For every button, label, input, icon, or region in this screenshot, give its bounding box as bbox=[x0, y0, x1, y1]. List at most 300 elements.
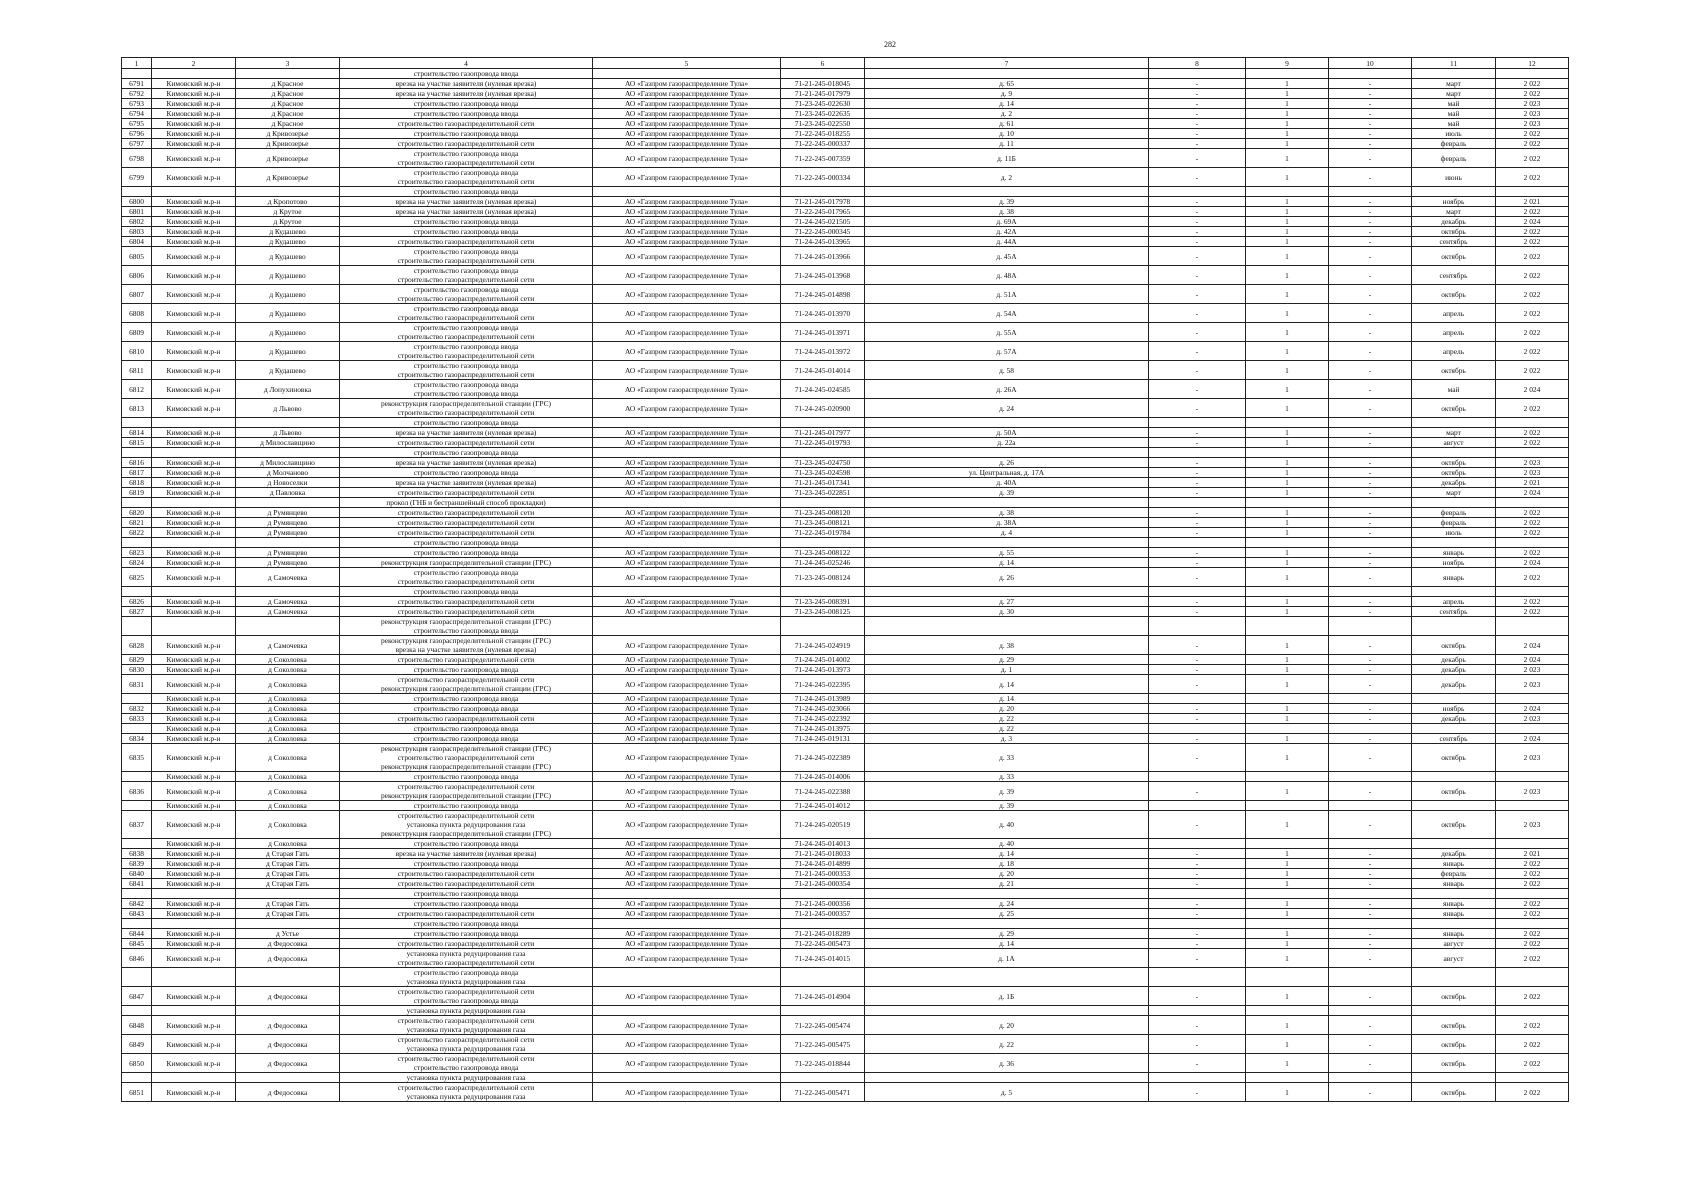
col10-cell bbox=[1329, 418, 1412, 428]
settlement-cell: д Соколовка bbox=[236, 801, 340, 811]
settlement-cell: д Румянцево bbox=[236, 548, 340, 558]
district-cell: Кимовский м.р-н bbox=[152, 939, 236, 949]
request-code-cell: 71-21-245-018045 bbox=[781, 79, 865, 89]
settlement-cell: д Соколовка bbox=[236, 839, 340, 849]
col8-cell: - bbox=[1149, 782, 1246, 801]
request-code-cell: 71-24-245-023066 bbox=[781, 704, 865, 714]
col9-cell: 1 bbox=[1246, 1016, 1329, 1035]
work-type-line: строительство газораспределительной сети bbox=[397, 607, 535, 616]
col8-cell: - bbox=[1149, 879, 1246, 889]
request-code-cell: 71-21-245-018033 bbox=[781, 849, 865, 859]
month-cell: июль bbox=[1412, 528, 1496, 538]
col10-cell: - bbox=[1329, 548, 1412, 558]
district-cell: Кимовский м.р-н bbox=[152, 207, 236, 217]
row-number: 6850 bbox=[122, 1054, 152, 1073]
row-number bbox=[122, 724, 152, 734]
month-cell: июль bbox=[1412, 129, 1496, 139]
table-row bbox=[122, 399, 1569, 418]
work-type-line: строительство газораспределительной сети bbox=[397, 370, 535, 379]
col10-cell: - bbox=[1329, 79, 1412, 89]
col10-cell bbox=[1329, 69, 1412, 79]
row-number bbox=[122, 187, 152, 197]
col9-cell: 1 bbox=[1246, 217, 1329, 227]
address-cell: д. 4 bbox=[865, 528, 1149, 538]
work-type-line: строительство газораспределительной сети bbox=[397, 655, 535, 664]
work-type-cell bbox=[340, 714, 593, 724]
request-code-cell: 71-24-245-022389 bbox=[781, 744, 865, 772]
request-code-cell: 71-23-245-008120 bbox=[781, 508, 865, 518]
row-number: 6817 bbox=[122, 468, 152, 478]
request-code-cell: 71-22-245-005473 bbox=[781, 939, 865, 949]
table-row bbox=[122, 488, 1569, 498]
work-type-line: строительство газопровода ввода bbox=[413, 548, 519, 557]
row-number bbox=[122, 617, 152, 636]
work-type-line: строительство газораспределительной сети bbox=[397, 508, 535, 517]
col9-cell: 1 bbox=[1246, 859, 1329, 869]
col8-cell: - bbox=[1149, 508, 1246, 518]
settlement-cell: д Федосовка bbox=[236, 987, 340, 1006]
work-type-cell bbox=[340, 675, 593, 694]
year-cell: 2 022 bbox=[1496, 879, 1569, 889]
address-cell: д. 48А bbox=[865, 266, 1149, 285]
district-cell bbox=[152, 1006, 236, 1016]
request-code-cell: 71-22-245-018255 bbox=[781, 129, 865, 139]
table-row bbox=[122, 849, 1569, 859]
work-type-line: реконструкция газораспределительной станции (ГРС) bbox=[380, 744, 552, 753]
year-cell: 2 024 bbox=[1496, 488, 1569, 498]
col9-cell: 1 bbox=[1246, 518, 1329, 528]
work-type-cell bbox=[340, 227, 593, 237]
work-type-line: строительство газопровода ввода bbox=[413, 342, 519, 351]
work-type-line: строительство газопровода ввода bbox=[413, 801, 519, 810]
organization-cell: АО «Газпром газораспределение Тула» bbox=[593, 227, 781, 237]
settlement-cell: д Милославщино bbox=[236, 458, 340, 468]
settlement-cell: д Кудашево bbox=[236, 304, 340, 323]
settlement-cell bbox=[236, 69, 340, 79]
col9-cell: 1 bbox=[1246, 528, 1329, 538]
address-cell: д. 22 bbox=[865, 714, 1149, 724]
address-cell bbox=[865, 187, 1149, 197]
col10-cell: - bbox=[1329, 558, 1412, 568]
row-number: 6842 bbox=[122, 899, 152, 909]
table-row bbox=[122, 597, 1569, 607]
work-type-cell bbox=[340, 1016, 593, 1035]
year-cell bbox=[1496, 498, 1569, 508]
work-type-line: установка пункта редуцирования газа bbox=[406, 1006, 526, 1015]
address-cell: д. 44А bbox=[865, 237, 1149, 247]
request-code-cell: 71-24-245-013973 bbox=[781, 665, 865, 675]
month-cell: сентябрь bbox=[1412, 607, 1496, 617]
year-cell: 2 024 bbox=[1496, 558, 1569, 568]
address-cell bbox=[865, 538, 1149, 548]
request-code-cell: 71-24-245-013972 bbox=[781, 342, 865, 361]
district-cell: Кимовский м.р-н bbox=[152, 361, 236, 380]
row-number: 6839 bbox=[122, 859, 152, 869]
col9-cell: 1 bbox=[1246, 929, 1329, 939]
row-number: 6805 bbox=[122, 247, 152, 266]
district-cell: Кимовский м.р-н bbox=[152, 129, 236, 139]
address-cell bbox=[865, 587, 1149, 597]
year-cell: 2 022 bbox=[1496, 869, 1569, 879]
organization-cell: АО «Газпром газораспределение Тула» bbox=[593, 1083, 781, 1102]
work-type-line: врезка на участке заявителя (нулевая врезка) bbox=[395, 207, 537, 216]
row-number bbox=[122, 498, 152, 508]
request-code-cell: 71-21-245-000353 bbox=[781, 869, 865, 879]
row-number: 6819 bbox=[122, 488, 152, 498]
col8-cell bbox=[1149, 69, 1246, 79]
col10-cell bbox=[1329, 919, 1412, 929]
address-cell bbox=[865, 448, 1149, 458]
column-header: 8 bbox=[1149, 58, 1246, 69]
settlement-cell: д Кудашево bbox=[236, 323, 340, 342]
request-code-cell: 71-24-245-013968 bbox=[781, 266, 865, 285]
request-code-cell: 71-24-245-014002 bbox=[781, 655, 865, 665]
year-cell: 2 022 bbox=[1496, 247, 1569, 266]
col8-cell: - bbox=[1149, 304, 1246, 323]
month-cell: январь bbox=[1412, 859, 1496, 869]
organization-cell: АО «Газпром газораспределение Тула» bbox=[593, 655, 781, 665]
settlement-cell bbox=[236, 448, 340, 458]
row-number: 6796 bbox=[122, 129, 152, 139]
settlement-cell: д Павловка bbox=[236, 488, 340, 498]
work-type-line: строительство газопровода ввода bbox=[413, 247, 519, 256]
work-type-line: строительство газораспределительной сети bbox=[397, 351, 535, 360]
col10-cell bbox=[1329, 724, 1412, 734]
district-cell: Кимовский м.р-н bbox=[152, 380, 236, 399]
register-table bbox=[121, 57, 1569, 1102]
settlement-cell bbox=[236, 968, 340, 987]
work-type-cell bbox=[340, 889, 593, 899]
month-cell: март bbox=[1412, 89, 1496, 99]
work-type-cell bbox=[340, 949, 593, 968]
table-row bbox=[122, 197, 1569, 207]
work-type-line: строительство газопровода ввода bbox=[413, 389, 519, 398]
year-cell: 2 022 bbox=[1496, 1035, 1569, 1054]
col10-cell bbox=[1329, 617, 1412, 636]
settlement-cell: д Соколовка bbox=[236, 704, 340, 714]
month-cell: октябрь bbox=[1412, 1083, 1496, 1102]
organization-cell bbox=[593, 968, 781, 987]
col9-cell: 1 bbox=[1246, 119, 1329, 129]
row-number: 6829 bbox=[122, 655, 152, 665]
district-cell: Кимовский м.р-н bbox=[152, 694, 236, 704]
work-type-cell bbox=[340, 734, 593, 744]
settlement-cell: д Кривозерье bbox=[236, 139, 340, 149]
table-row bbox=[122, 1006, 1569, 1016]
work-type-line: строительство газопровода ввода bbox=[413, 227, 519, 236]
col10-cell: - bbox=[1329, 247, 1412, 266]
request-code-cell: 71-22-245-007359 bbox=[781, 149, 865, 168]
settlement-cell: д Старая Гать bbox=[236, 849, 340, 859]
request-code-cell: 71-24-245-020900 bbox=[781, 399, 865, 418]
work-type-line: строительство газопровода ввода bbox=[413, 996, 519, 1005]
work-type-line: строительство газопровода ввода bbox=[413, 665, 519, 674]
district-cell: Кимовский м.р-н bbox=[152, 508, 236, 518]
row-number: 6800 bbox=[122, 197, 152, 207]
address-cell: д. 51А bbox=[865, 285, 1149, 304]
settlement-cell: д Федосовка bbox=[236, 1083, 340, 1102]
settlement-cell: д Федосовка bbox=[236, 1035, 340, 1054]
organization-cell bbox=[593, 538, 781, 548]
col10-cell: - bbox=[1329, 99, 1412, 109]
table-row bbox=[122, 675, 1569, 694]
col9-cell bbox=[1246, 919, 1329, 929]
year-cell bbox=[1496, 919, 1569, 929]
col9-cell: 1 bbox=[1246, 508, 1329, 518]
month-cell: январь bbox=[1412, 879, 1496, 889]
month-cell: сентябрь bbox=[1412, 266, 1496, 285]
district-cell bbox=[152, 617, 236, 636]
row-number: 6803 bbox=[122, 227, 152, 237]
col8-cell: - bbox=[1149, 89, 1246, 99]
month-cell bbox=[1412, 772, 1496, 782]
col9-cell bbox=[1246, 498, 1329, 508]
work-type-line: строительство газораспределительной сети bbox=[397, 256, 535, 265]
col9-cell: 1 bbox=[1246, 655, 1329, 665]
col10-cell: - bbox=[1329, 859, 1412, 869]
col10-cell: - bbox=[1329, 438, 1412, 448]
table-row bbox=[122, 285, 1569, 304]
col9-cell: 1 bbox=[1246, 129, 1329, 139]
col8-cell: - bbox=[1149, 859, 1246, 869]
request-code-cell: 71-23-245-022630 bbox=[781, 99, 865, 109]
col10-cell: - bbox=[1329, 197, 1412, 207]
district-cell: Кимовский м.р-н bbox=[152, 811, 236, 839]
work-type-line: строительство газопровода ввода bbox=[413, 587, 519, 596]
work-type-line: строительство газопровода ввода bbox=[413, 380, 519, 389]
col9-cell: 1 bbox=[1246, 197, 1329, 207]
table-row bbox=[122, 587, 1569, 597]
district-cell: Кимовский м.р-н bbox=[152, 285, 236, 304]
district-cell: Кимовский м.р-н bbox=[152, 197, 236, 207]
request-code-cell: 71-23-245-008121 bbox=[781, 518, 865, 528]
month-cell: октябрь bbox=[1412, 782, 1496, 801]
row-number: 6813 bbox=[122, 399, 152, 418]
table-row bbox=[122, 139, 1569, 149]
col10-cell: - bbox=[1329, 227, 1412, 237]
col9-cell: 1 bbox=[1246, 399, 1329, 418]
request-code-cell: 71-22-245-017965 bbox=[781, 207, 865, 217]
district-cell: Кимовский м.р-н bbox=[152, 558, 236, 568]
work-type-line: строительство газопровода ввода bbox=[413, 361, 519, 370]
month-cell: февраль bbox=[1412, 518, 1496, 528]
work-type-line: врезка на участке заявителя (нулевая врезка) bbox=[395, 89, 537, 98]
work-type-cell bbox=[340, 987, 593, 1006]
col9-cell: 1 bbox=[1246, 438, 1329, 448]
district-cell: Кимовский м.р-н bbox=[152, 949, 236, 968]
col10-cell bbox=[1329, 1073, 1412, 1083]
month-cell: август bbox=[1412, 438, 1496, 448]
row-number: 6851 bbox=[122, 1083, 152, 1102]
table-row bbox=[122, 734, 1569, 744]
settlement-cell: д Кудашево bbox=[236, 247, 340, 266]
month-cell bbox=[1412, 1073, 1496, 1083]
col10-cell: - bbox=[1329, 879, 1412, 889]
work-type-line: установка пункта редуцирования газа bbox=[406, 1044, 526, 1053]
district-cell: Кимовский м.р-н bbox=[152, 227, 236, 237]
request-code-cell: 71-24-245-021505 bbox=[781, 217, 865, 227]
address-cell: ул. Центральная, д. 17А bbox=[865, 468, 1149, 478]
col9-cell: 1 bbox=[1246, 468, 1329, 478]
organization-cell: АО «Газпром газораспределение Тула» bbox=[593, 438, 781, 448]
work-type-cell bbox=[340, 109, 593, 119]
col8-cell bbox=[1149, 448, 1246, 458]
organization-cell: АО «Газпром газораспределение Тула» bbox=[593, 266, 781, 285]
table-row bbox=[122, 1073, 1569, 1083]
request-code-cell: 71-24-245-013966 bbox=[781, 247, 865, 266]
work-type-cell bbox=[340, 929, 593, 939]
organization-cell: АО «Газпром газораспределение Тула» bbox=[593, 801, 781, 811]
work-type-line: строительство газораспределительной сети bbox=[397, 275, 535, 284]
address-cell: д. 14 bbox=[865, 694, 1149, 704]
request-code-cell: 71-24-245-014006 bbox=[781, 772, 865, 782]
month-cell: октябрь bbox=[1412, 399, 1496, 418]
settlement-cell bbox=[236, 1006, 340, 1016]
col10-cell: - bbox=[1329, 399, 1412, 418]
month-cell: январь bbox=[1412, 568, 1496, 587]
address-cell: д. 14 bbox=[865, 675, 1149, 694]
work-type-line: строительство газопровода ввода bbox=[413, 266, 519, 275]
district-cell: Кимовский м.р-н bbox=[152, 849, 236, 859]
col8-cell: - bbox=[1149, 909, 1246, 919]
month-cell: декабрь bbox=[1412, 849, 1496, 859]
work-type-line: реконструкция газораспределительной станции (ГРС) bbox=[380, 399, 552, 408]
district-cell: Кимовский м.р-н bbox=[152, 987, 236, 1006]
district-cell: Кимовский м.р-н bbox=[152, 438, 236, 448]
month-cell: октябрь bbox=[1412, 1054, 1496, 1073]
col8-cell: - bbox=[1149, 929, 1246, 939]
year-cell: 2 024 bbox=[1496, 704, 1569, 714]
work-type-line: строительство газораспределительной сети bbox=[397, 782, 535, 791]
work-type-cell bbox=[340, 859, 593, 869]
settlement-cell: д Красное bbox=[236, 109, 340, 119]
month-cell: август bbox=[1412, 949, 1496, 968]
table-row bbox=[122, 859, 1569, 869]
address-cell: д. 42А bbox=[865, 227, 1149, 237]
month-cell: октябрь bbox=[1412, 285, 1496, 304]
organization-cell bbox=[593, 448, 781, 458]
table-row bbox=[122, 636, 1569, 655]
month-cell bbox=[1412, 587, 1496, 597]
col9-cell bbox=[1246, 694, 1329, 704]
settlement-cell: д Кривозерье bbox=[236, 129, 340, 139]
address-cell: д. 26 bbox=[865, 568, 1149, 587]
col10-cell: - bbox=[1329, 714, 1412, 724]
month-cell: февраль bbox=[1412, 139, 1496, 149]
organization-cell: АО «Газпром газораспределение Тула» bbox=[593, 119, 781, 129]
col10-cell bbox=[1329, 498, 1412, 508]
col8-cell: - bbox=[1149, 734, 1246, 744]
district-cell bbox=[152, 187, 236, 197]
work-type-line: строительство газораспределительной сети bbox=[397, 528, 535, 537]
work-type-cell bbox=[340, 418, 593, 428]
col10-cell: - bbox=[1329, 304, 1412, 323]
col10-cell: - bbox=[1329, 1016, 1412, 1035]
column-header: 4 bbox=[340, 58, 593, 69]
district-cell: Кимовский м.р-н bbox=[152, 636, 236, 655]
district-cell bbox=[152, 919, 236, 929]
month-cell: ноябрь bbox=[1412, 197, 1496, 207]
column-header: 12 bbox=[1496, 58, 1569, 69]
col10-cell: - bbox=[1329, 168, 1412, 187]
table-row bbox=[122, 909, 1569, 919]
month-cell bbox=[1412, 187, 1496, 197]
col8-cell: - bbox=[1149, 266, 1246, 285]
work-type-cell bbox=[340, 458, 593, 468]
table-row bbox=[122, 839, 1569, 849]
district-cell: Кимовский м.р-н bbox=[152, 782, 236, 801]
col8-cell bbox=[1149, 772, 1246, 782]
address-cell bbox=[865, 498, 1149, 508]
work-type-cell bbox=[340, 849, 593, 859]
work-type-line: строительство газораспределительной сети bbox=[397, 879, 535, 888]
col9-cell: 1 bbox=[1246, 597, 1329, 607]
table-row bbox=[122, 879, 1569, 889]
work-type-line: врезка на участке заявителя (нулевая врезка) bbox=[395, 197, 537, 206]
district-cell: Кимовский м.р-н bbox=[152, 665, 236, 675]
district-cell: Кимовский м.р-н bbox=[152, 488, 236, 498]
settlement-cell: д Соколовка bbox=[236, 675, 340, 694]
col8-cell bbox=[1149, 498, 1246, 508]
column-header: 11 bbox=[1412, 58, 1496, 69]
col9-cell: 1 bbox=[1246, 548, 1329, 558]
column-header: 3 bbox=[236, 58, 340, 69]
table-row bbox=[122, 665, 1569, 675]
work-type-line: строительство газопровода ввода bbox=[413, 568, 519, 577]
settlement-cell bbox=[236, 587, 340, 597]
col8-cell: - bbox=[1149, 675, 1246, 694]
col9-cell: 1 bbox=[1246, 949, 1329, 968]
work-type-cell bbox=[340, 939, 593, 949]
request-code-cell bbox=[781, 1006, 865, 1016]
district-cell: Кимовский м.р-н bbox=[152, 266, 236, 285]
table-row bbox=[122, 217, 1569, 227]
col10-cell: - bbox=[1329, 568, 1412, 587]
row-number: 6810 bbox=[122, 342, 152, 361]
work-type-line: строительство газораспределительной сети bbox=[397, 869, 535, 878]
district-cell: Кимовский м.р-н bbox=[152, 89, 236, 99]
month-cell bbox=[1412, 1006, 1496, 1016]
address-cell: д. 39 bbox=[865, 197, 1149, 207]
month-cell: январь bbox=[1412, 929, 1496, 939]
month-cell: июнь bbox=[1412, 168, 1496, 187]
col9-cell: 1 bbox=[1246, 342, 1329, 361]
address-cell bbox=[865, 418, 1149, 428]
work-type-line: врезка на участке заявителя (нулевая врезка) bbox=[395, 79, 537, 88]
row-number: 6798 bbox=[122, 149, 152, 168]
table-row bbox=[122, 1054, 1569, 1073]
settlement-cell: д Новоселки bbox=[236, 478, 340, 488]
work-type-line: врезка на участке заявителя (нулевая врезка) bbox=[395, 849, 537, 858]
col8-cell: - bbox=[1149, 99, 1246, 109]
work-type-cell bbox=[340, 79, 593, 89]
address-cell: д. 33 bbox=[865, 744, 1149, 772]
organization-cell: АО «Газпром газораспределение Тула» bbox=[593, 528, 781, 538]
address-cell: д. 11Б bbox=[865, 149, 1149, 168]
table-row bbox=[122, 1083, 1569, 1102]
request-code-cell: 71-23-245-022550 bbox=[781, 119, 865, 129]
year-cell bbox=[1496, 587, 1569, 597]
work-type-cell bbox=[340, 636, 593, 655]
request-code-cell: 71-21-245-017977 bbox=[781, 428, 865, 438]
col9-cell: 1 bbox=[1246, 361, 1329, 380]
row-number: 6827 bbox=[122, 607, 152, 617]
district-cell: Кимовский м.р-н bbox=[152, 323, 236, 342]
row-number bbox=[122, 839, 152, 849]
row-number: 6844 bbox=[122, 929, 152, 939]
work-type-line: установка пункта редуцирования газа bbox=[406, 949, 526, 958]
address-cell: д. 33 bbox=[865, 772, 1149, 782]
